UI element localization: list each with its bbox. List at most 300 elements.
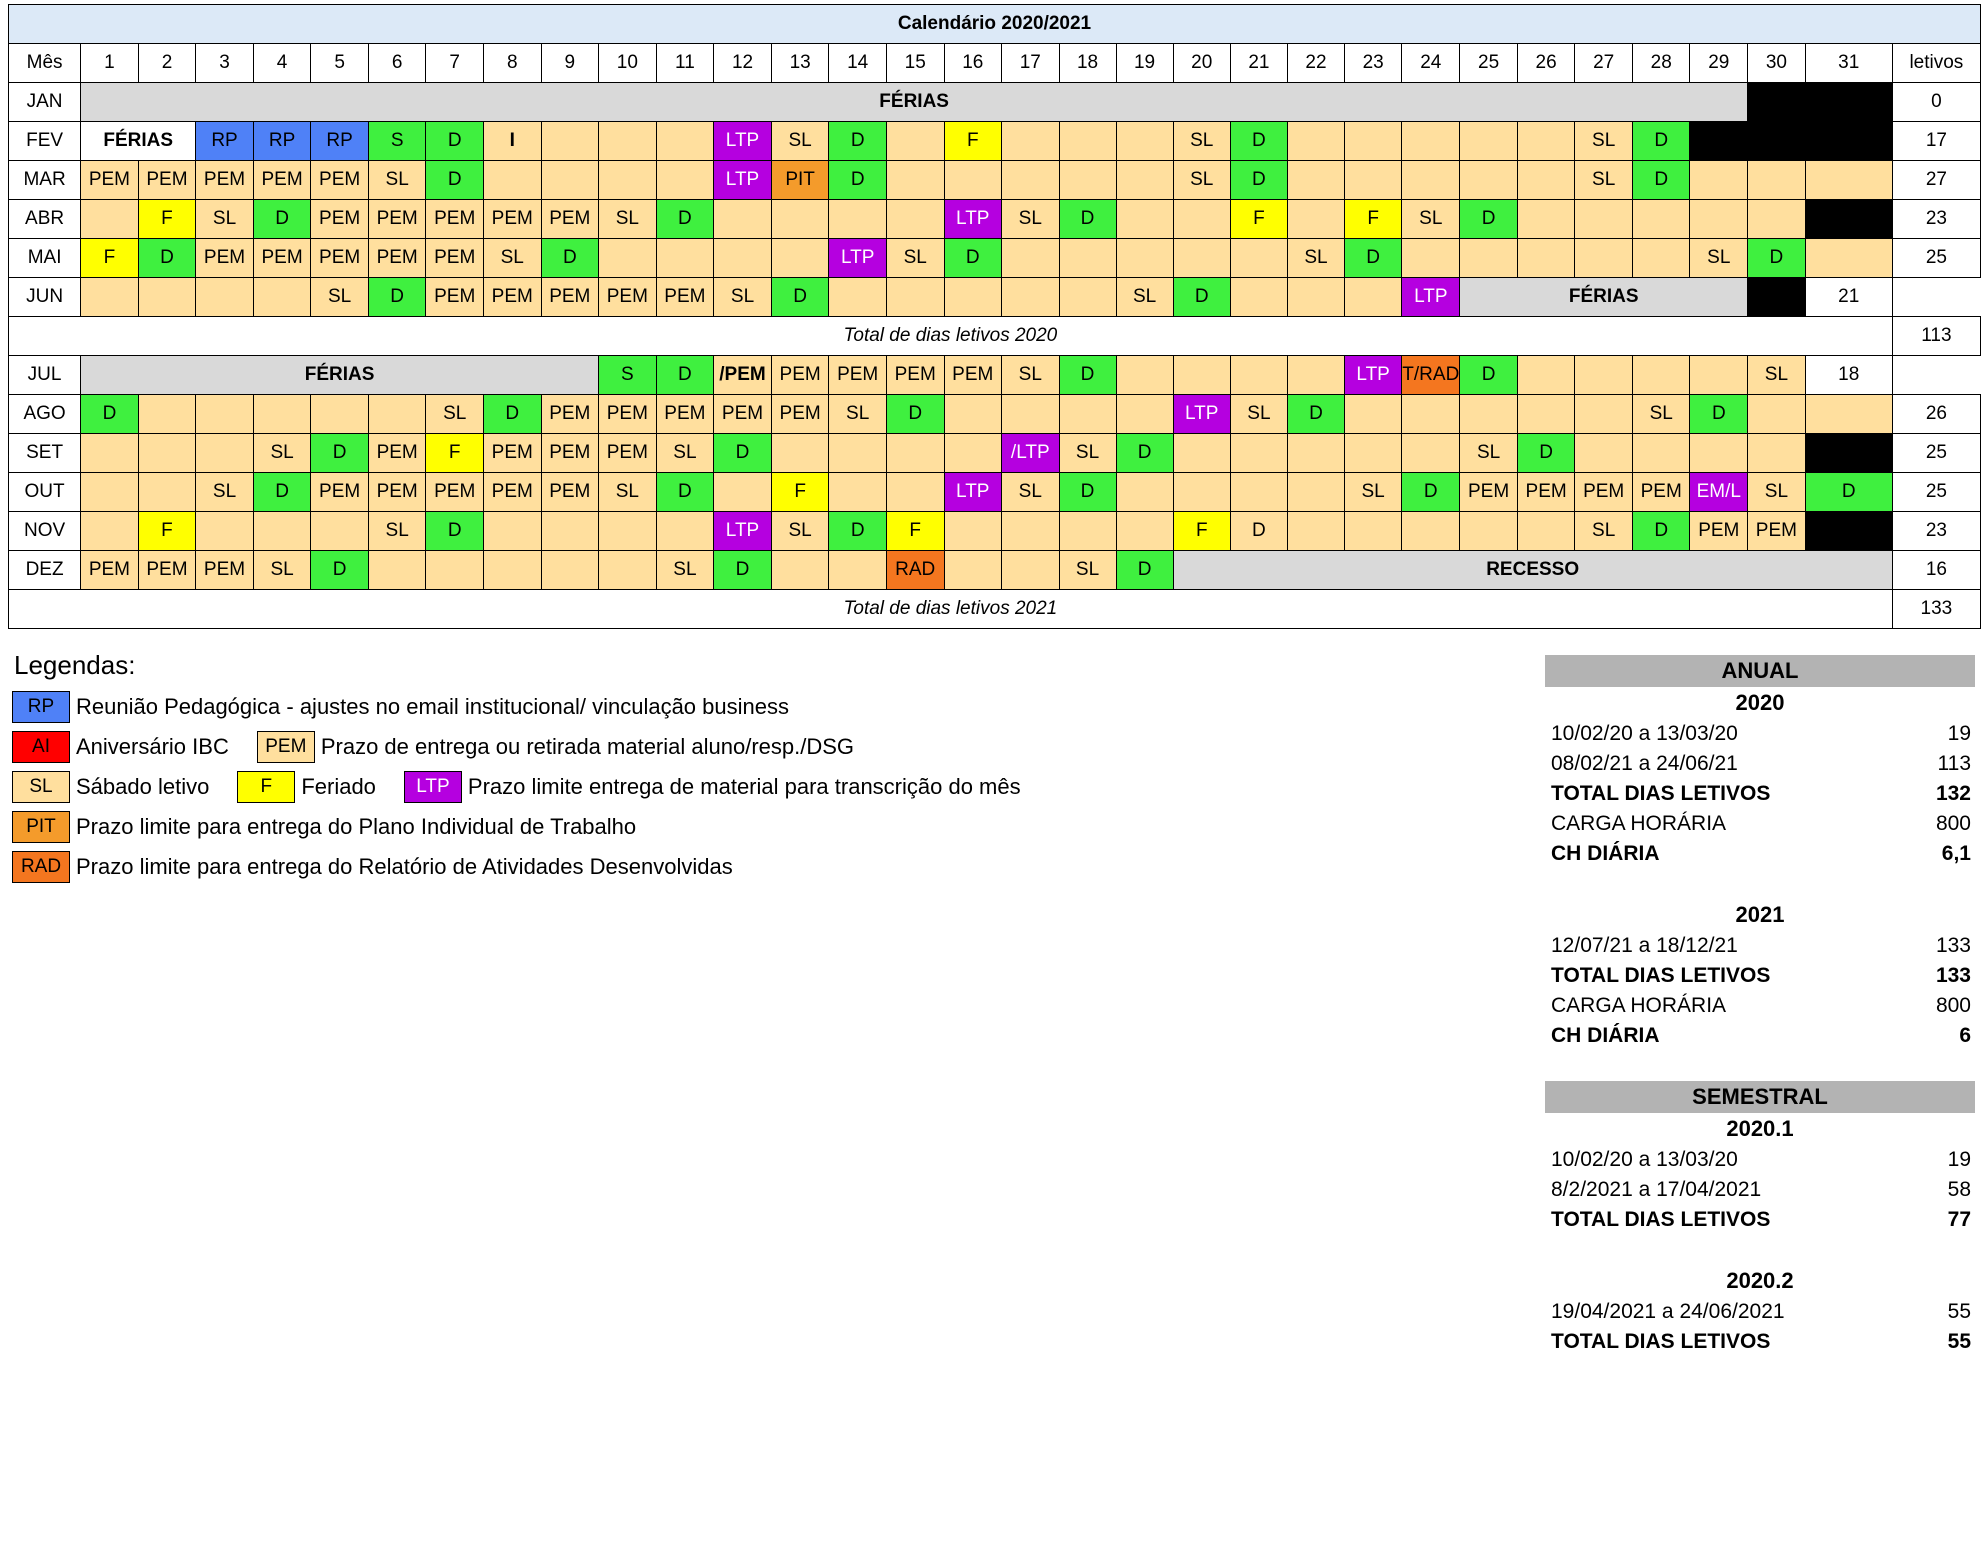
summary-label: TOTAL DIAS LETIVOS (1551, 1208, 1771, 1231)
legend-chip-pit: PIT (12, 811, 70, 843)
day-cell: PEM (541, 434, 599, 473)
total-2020-label: Total de dias letivos 2020 (9, 317, 1893, 356)
day-cell: D (1059, 356, 1116, 395)
day-cell: D (944, 239, 1002, 278)
month-label-abr: ABR (9, 200, 81, 239)
day-cell (81, 200, 139, 239)
day-cell (196, 512, 254, 551)
day-cell: SL (1344, 473, 1401, 512)
day-cell: PEM (426, 200, 484, 239)
header-day: 28 (1632, 44, 1690, 83)
day-cell: SL (886, 239, 944, 278)
day-cell (1805, 161, 1892, 200)
summary-year-2021: 2021 (1735, 902, 1785, 927)
summary-value: 58 (1947, 1178, 1971, 1201)
table-row (9, 512, 1981, 551)
day-cell: D (1460, 356, 1518, 395)
day-cell (1059, 395, 1116, 434)
summary-label: CARGA HORÁRIA (1551, 812, 1727, 835)
letivos-mai: 25 (1892, 239, 1980, 278)
summary-year-2020-1: 2020.1 (1726, 1116, 1794, 1141)
day-cell: SL (1575, 512, 1633, 551)
legend (12, 650, 1312, 891)
day-cell (1287, 434, 1344, 473)
day-cell (1690, 434, 1748, 473)
blank-cell (1805, 434, 1892, 473)
day-cell: F (944, 122, 1002, 161)
header-day: 10 (599, 44, 657, 83)
day-cell: SL (368, 161, 426, 200)
summary-label: 12/07/21 a 18/12/21 (1551, 934, 1738, 957)
day-cell: SL (1002, 356, 1059, 395)
summary-row (1545, 809, 1975, 839)
day-cell: PEM (1632, 473, 1690, 512)
day-cell: SL (1059, 434, 1116, 473)
day-cell (1517, 239, 1575, 278)
day-cell: F (886, 512, 944, 551)
day-cell (944, 434, 1002, 473)
day-cell (886, 200, 944, 239)
day-cell (1287, 356, 1344, 395)
day-cell: SL (253, 434, 311, 473)
day-cell: D (714, 434, 772, 473)
summary-row (1545, 779, 1975, 809)
day-cell (771, 434, 829, 473)
header-day: 5 (311, 44, 369, 83)
day-cell (656, 161, 714, 200)
summary-year-2020: 2020 (1735, 690, 1785, 715)
legend-row (12, 771, 1312, 803)
summary-label: TOTAL DIAS LETIVOS (1551, 964, 1771, 987)
day-cell (1460, 161, 1518, 200)
day-cell (1059, 161, 1116, 200)
day-cell (599, 122, 657, 161)
day-cell: SL (599, 200, 657, 239)
day-cell: D (1344, 239, 1401, 278)
day-cell (1173, 239, 1230, 278)
day-cell (1575, 395, 1633, 434)
day-cell: D (886, 395, 944, 434)
day-cell: PEM (311, 239, 369, 278)
day-cell: D (829, 161, 887, 200)
legend-text-rad: Prazo limite para entrega do Relatório de Atividades Desenvolvidas (76, 854, 733, 879)
day-cell: SL (253, 551, 311, 590)
legend-chip-pem: PEM (257, 731, 315, 763)
day-cell: F (1173, 512, 1230, 551)
recesso-span-dez: RECESSO (1173, 551, 1892, 590)
day-cell (1517, 200, 1575, 239)
day-cell (253, 512, 311, 551)
day-cell: PEM (656, 278, 714, 317)
day-cell: D (1690, 395, 1748, 434)
day-cell: D (138, 239, 196, 278)
day-cell: EM/L (1690, 473, 1748, 512)
day-cell: PEM (426, 473, 484, 512)
legend-chip-ai: AI (12, 731, 70, 763)
day-cell (138, 278, 196, 317)
day-cell: D (368, 278, 426, 317)
summary-value: 19 (1947, 1148, 1971, 1171)
legend-row (12, 691, 1312, 723)
day-cell: PEM (714, 395, 772, 434)
header-month: Mês (9, 44, 81, 83)
day-cell: SL (1402, 200, 1460, 239)
day-cell: LTP (714, 512, 772, 551)
day-cell: PEM (599, 278, 657, 317)
day-cell: SL (1230, 395, 1287, 434)
day-cell: D (656, 356, 714, 395)
day-cell (1059, 278, 1116, 317)
header-day: 25 (1460, 44, 1518, 83)
table-row (9, 200, 1981, 239)
day-cell (599, 239, 657, 278)
day-cell: PEM (771, 395, 829, 434)
header-letivos: letivos (1892, 44, 1980, 83)
header-day: 22 (1287, 44, 1344, 83)
calendar-table (8, 4, 1981, 629)
day-cell (541, 512, 599, 551)
day-cell (483, 551, 541, 590)
day-cell: PEM (886, 356, 944, 395)
day-cell (599, 161, 657, 200)
blank-cell (1748, 278, 1806, 317)
day-cell (771, 239, 829, 278)
day-cell (1402, 512, 1460, 551)
legend-chip-rp: RP (12, 691, 70, 723)
month-label-nov: NOV (9, 512, 81, 551)
summary-value: 19 (1947, 722, 1971, 745)
day-cell: SL (771, 512, 829, 551)
day-cell (1748, 395, 1806, 434)
day-cell: PEM (81, 161, 139, 200)
total-2020-value: 113 (1892, 317, 1980, 356)
day-cell: PEM (771, 356, 829, 395)
day-cell (1632, 356, 1690, 395)
day-cell: PEM (1460, 473, 1518, 512)
table-row (9, 317, 1981, 356)
month-label-ago: AGO (9, 395, 81, 434)
letivos-out: 25 (1892, 473, 1980, 512)
summary-label: 10/02/20 a 13/03/20 (1551, 1148, 1738, 1171)
day-cell: /LTP (1002, 434, 1059, 473)
day-cell: D (311, 434, 369, 473)
day-cell: D (1287, 395, 1344, 434)
day-cell (944, 161, 1002, 200)
summary-label: 08/02/21 a 24/06/21 (1551, 752, 1738, 775)
header-day: 27 (1575, 44, 1633, 83)
day-cell (599, 512, 657, 551)
month-label-dez: DEZ (9, 551, 81, 590)
day-cell: D (1517, 434, 1575, 473)
summary-row (1545, 1145, 1975, 1175)
day-cell: D (1632, 122, 1690, 161)
day-cell (1230, 473, 1287, 512)
day-cell: LTP (1344, 356, 1401, 395)
day-cell: PEM (829, 356, 887, 395)
day-cell (714, 200, 772, 239)
summary-row (1545, 1327, 1975, 1357)
table-row (9, 551, 1981, 590)
legend-title: Legendas: (14, 650, 136, 680)
letivos-dez: 16 (1892, 551, 1980, 590)
day-cell: PEM (81, 551, 139, 590)
day-cell (1287, 200, 1344, 239)
day-cell: SL (1575, 122, 1633, 161)
day-cell: D (81, 395, 139, 434)
day-cell: LTP (1173, 395, 1230, 434)
day-cell: PEM (196, 551, 254, 590)
day-cell (1805, 395, 1892, 434)
day-cell: PEM (944, 356, 1002, 395)
summary-value: 77 (1947, 1208, 1971, 1231)
day-cell (1116, 239, 1173, 278)
summary-label: 10/02/20 a 13/03/20 (1551, 722, 1738, 745)
day-cell (1517, 161, 1575, 200)
legend-row (12, 731, 1312, 763)
day-cell (1632, 239, 1690, 278)
day-cell (1575, 200, 1633, 239)
day-cell: PEM (368, 239, 426, 278)
month-label-jan: JAN (9, 83, 81, 122)
day-cell (771, 200, 829, 239)
day-cell: D (771, 278, 829, 317)
day-cell (1287, 473, 1344, 512)
day-cell: PEM (196, 239, 254, 278)
legend-chip-rad: RAD (12, 851, 70, 883)
day-cell: PEM (483, 200, 541, 239)
summary-row (1545, 749, 1975, 779)
day-cell: D (1632, 161, 1690, 200)
day-cell: F (426, 434, 484, 473)
summary-row (1545, 1205, 1975, 1235)
day-cell (1748, 161, 1806, 200)
day-cell: PEM (541, 395, 599, 434)
day-cell: D (1632, 512, 1690, 551)
day-cell (1230, 239, 1287, 278)
summary-value: 800 (1935, 812, 1971, 835)
summary-value: 132 (1935, 782, 1971, 805)
spacer (1545, 1051, 1975, 1081)
day-cell (1002, 239, 1059, 278)
day-cell: D (714, 551, 772, 590)
day-cell (196, 395, 254, 434)
day-cell: PEM (368, 434, 426, 473)
day-cell: F (1344, 200, 1401, 239)
day-cell (1460, 122, 1518, 161)
ferias-span-jan: FÉRIAS (81, 83, 1748, 122)
header-day: 9 (541, 44, 599, 83)
day-cell (1173, 200, 1230, 239)
legend-chip-sl: SL (12, 771, 70, 803)
month-label-out: OUT (9, 473, 81, 512)
day-cell: SL (829, 395, 887, 434)
day-cell (886, 434, 944, 473)
day-cell: RP (311, 122, 369, 161)
spacer (1545, 869, 1975, 899)
summary-label: CH DIÁRIA (1551, 842, 1660, 865)
day-cell: D (253, 473, 311, 512)
day-cell (138, 434, 196, 473)
blank-cell (1805, 122, 1892, 161)
header-day: 15 (886, 44, 944, 83)
day-cell: PEM (426, 278, 484, 317)
day-cell: SL (1287, 239, 1344, 278)
ferias-span-fev: FÉRIAS (81, 122, 196, 161)
month-label-mar: MAR (9, 161, 81, 200)
day-cell (1632, 200, 1690, 239)
day-cell: RAD (886, 551, 944, 590)
day-cell (483, 161, 541, 200)
month-label-mai: MAI (9, 239, 81, 278)
day-cell (81, 473, 139, 512)
day-cell: SL (771, 122, 829, 161)
blank-cell (1805, 200, 1892, 239)
header-day: 4 (253, 44, 311, 83)
day-cell (944, 551, 1002, 590)
ferias-span-jun: FÉRIAS (1460, 278, 1748, 317)
day-cell: PEM (138, 551, 196, 590)
table-row (9, 434, 1981, 473)
legend-text-pem: Prazo de entrega ou retirada material aluno/resp./DSG (320, 734, 855, 759)
day-cell: SL (311, 278, 369, 317)
day-cell (1344, 122, 1401, 161)
header-day: 30 (1748, 44, 1806, 83)
day-cell: SL (656, 434, 714, 473)
day-cell: RP (253, 122, 311, 161)
day-cell (656, 512, 714, 551)
day-cell (1230, 278, 1287, 317)
day-cell: PEM (541, 278, 599, 317)
day-cell (1402, 122, 1460, 161)
summary-row (1545, 961, 1975, 991)
day-cell: F (138, 512, 196, 551)
calendar-header-row (9, 44, 1981, 83)
day-cell (1002, 551, 1059, 590)
day-cell (1517, 122, 1575, 161)
day-cell: SL (656, 551, 714, 590)
summary-row (1545, 1175, 1975, 1205)
day-cell (311, 512, 369, 551)
summary-label: 8/2/2021 a 17/04/2021 (1551, 1178, 1762, 1201)
summary-row (1545, 931, 1975, 961)
day-cell (1002, 512, 1059, 551)
day-cell (1173, 473, 1230, 512)
day-cell: D (1173, 278, 1230, 317)
ferias-span-jul: FÉRIAS (81, 356, 599, 395)
day-cell (1344, 434, 1401, 473)
legend-text-ltp: Prazo limite entrega de material para transcrição do mês (467, 774, 1021, 799)
day-cell (1344, 512, 1401, 551)
day-cell (1287, 161, 1344, 200)
day-cell (1002, 395, 1059, 434)
summary-row (1545, 1297, 1975, 1327)
legend-text-ai: Aniversário IBC (76, 734, 229, 759)
letivos-set: 25 (1892, 434, 1980, 473)
day-cell: PEM (599, 434, 657, 473)
day-cell: SL (1748, 356, 1806, 395)
letivos-mar: 27 (1892, 161, 1980, 200)
day-cell (311, 395, 369, 434)
day-cell (1575, 356, 1633, 395)
day-cell: D (1116, 551, 1173, 590)
day-cell: D (1230, 122, 1287, 161)
day-cell: D (656, 473, 714, 512)
day-cell (253, 278, 311, 317)
summary-row (1545, 719, 1975, 749)
day-cell (886, 122, 944, 161)
header-day: 31 (1805, 44, 1892, 83)
legend-chip-f: F (237, 771, 295, 803)
summary-label: TOTAL DIAS LETIVOS (1551, 1330, 1771, 1353)
summary-row (1545, 1021, 1975, 1051)
spacer (1545, 1235, 1975, 1265)
day-cell (1059, 239, 1116, 278)
day-cell: D (426, 161, 484, 200)
day-cell (1002, 161, 1059, 200)
total-2021-label: Total de dias letivos 2021 (9, 590, 1893, 629)
day-cell (1116, 200, 1173, 239)
blank-cell (1805, 83, 1892, 122)
blank-cell (1690, 122, 1748, 161)
day-cell (1690, 161, 1748, 200)
day-cell: PEM (1690, 512, 1748, 551)
day-cell: D (829, 512, 887, 551)
header-day: 21 (1230, 44, 1287, 83)
day-cell (886, 278, 944, 317)
day-cell (886, 473, 944, 512)
page-title: Calendário 2020/2021 (9, 5, 1981, 44)
summary-value: 55 (1947, 1300, 1971, 1323)
day-cell (368, 551, 426, 590)
day-cell (944, 278, 1002, 317)
table-row (9, 161, 1981, 200)
day-cell: SL (483, 239, 541, 278)
day-cell (1116, 395, 1173, 434)
table-row (9, 473, 1981, 512)
day-cell: PEM (368, 473, 426, 512)
day-cell (81, 434, 139, 473)
day-cell (1116, 122, 1173, 161)
header-day: 11 (656, 44, 714, 83)
day-cell (656, 122, 714, 161)
summary-value: 133 (1935, 934, 1971, 957)
day-cell (1748, 200, 1806, 239)
day-cell: SL (1002, 200, 1059, 239)
header-day: 17 (1002, 44, 1059, 83)
day-cell: I (483, 122, 541, 161)
day-cell: SL (1173, 161, 1230, 200)
day-cell: PEM (426, 239, 484, 278)
day-cell (1230, 356, 1287, 395)
summary-value: 6 (1959, 1024, 1971, 1047)
day-cell (1173, 434, 1230, 473)
header-day: 16 (944, 44, 1002, 83)
header-day: 20 (1173, 44, 1230, 83)
day-cell: D (426, 512, 484, 551)
day-cell (1173, 356, 1230, 395)
letivos-abr: 23 (1892, 200, 1980, 239)
day-cell: SL (1575, 161, 1633, 200)
day-cell: SL (1748, 473, 1806, 512)
legend-row (12, 851, 1312, 883)
table-row (9, 122, 1981, 161)
day-cell: SL (1632, 395, 1690, 434)
header-day: 24 (1402, 44, 1460, 83)
legend-text-f: Feriado (301, 774, 376, 799)
day-cell (656, 239, 714, 278)
day-cell: LTP (829, 239, 887, 278)
header-day: 6 (368, 44, 426, 83)
